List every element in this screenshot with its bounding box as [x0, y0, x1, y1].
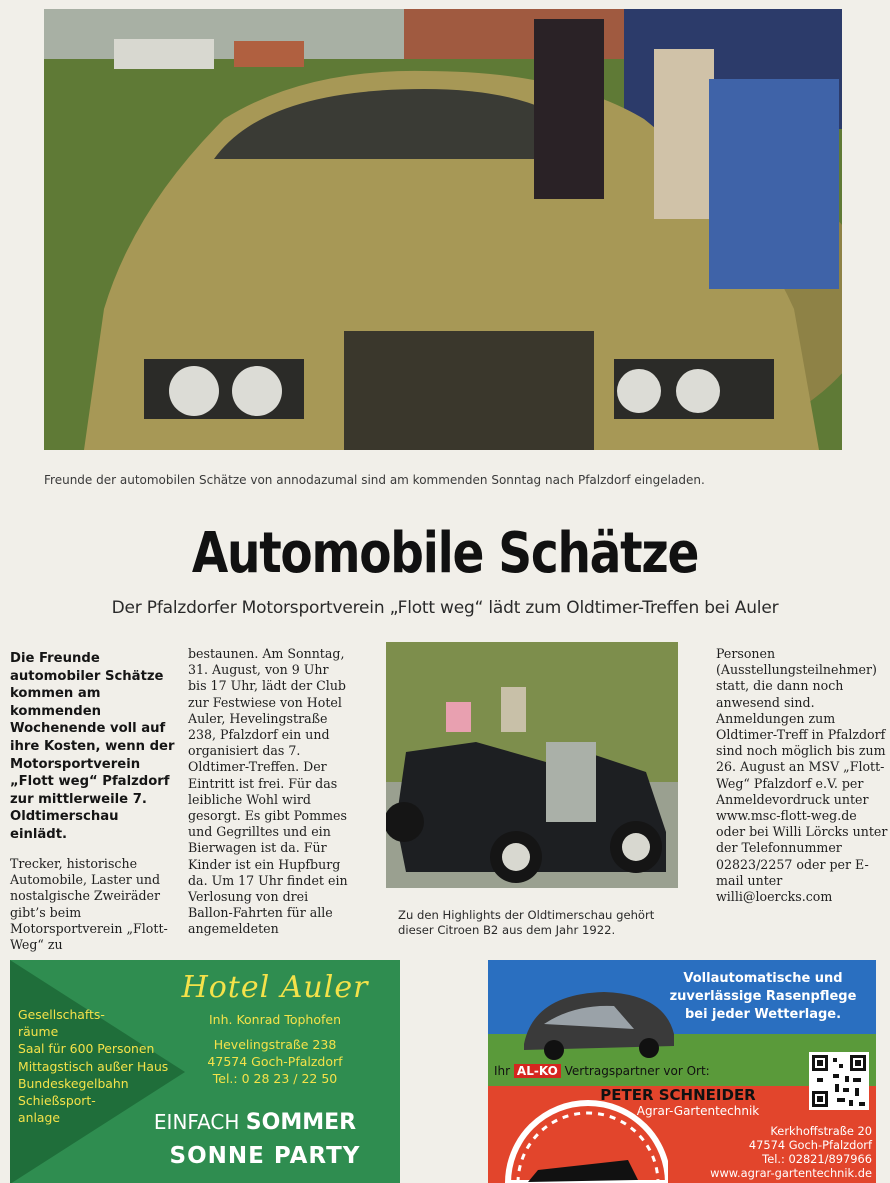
hotel-feature: Saal für 600 Personen	[18, 1041, 155, 1057]
body-column-4: Personen (Ausstellungsteilnehmer) statt, die dann noch anwesend sind. Anmeldungen zum Oldtimer-Treff in Pfalzdorf sind noch möglich bis zum 26. August an MSV „Flott-Weg“ Pfalzdorf e.V. per Anmeldevordruck unter www.msc-flott-weg.de oder bei Willi Lörcks unter der Telefonnummer 02823/2257 oder per E-mail unter willi@loercks.com	[716, 646, 888, 905]
agrar-company-name: PETER SCHNEIDER	[600, 1086, 756, 1104]
photo-caption-car: Zu den Highlights der Oldtimerschau gehört dieser Citroen B2 aus dem Jahr 1922.	[398, 908, 655, 937]
hotel-slogan-line1	[130, 1110, 380, 1135]
agrar-partner-line	[494, 1064, 794, 1078]
body-column-1: Trecker, historische Automobile, Laster und nostalgische Zweiräder gibt’s beim Motorsportverein „Flott-Weg“ zu	[10, 856, 168, 953]
lead-paragraph: Die Freunde automobiler Schätze kommen am kommenden Wochenende voll auf ihre Kosten, wenn der Motorsportverein „Flott weg“ Pfalzdorf zur mittlerweile 7. Oldtimerschau einlädt.	[10, 651, 175, 842]
robot-mower-image	[514, 984, 679, 1062]
photo-caption: Freunde der automobilen Schätze von annodazumal sind am kommenden Sonntag nach Pfalzdorf eingeladen.	[44, 473, 705, 487]
partner-prefix: Ihr	[494, 1064, 511, 1078]
hotel-phone: Tel.: 0 28 23 / 22 50	[212, 1071, 338, 1086]
agrar-website: www.agrar-gartentechnik.de	[710, 1166, 872, 1180]
hotel-address	[160, 1036, 390, 1087]
hotel-address-line: Hevelingstraße 238	[213, 1037, 337, 1052]
hotel-feature: Schießsport-	[18, 1093, 96, 1109]
alko-brand-logo: AL-KO	[514, 1064, 561, 1078]
citroen-b2-photo	[386, 642, 678, 888]
agrar-phone: Tel.: 02821/897966	[762, 1152, 872, 1166]
qr-code	[809, 1052, 869, 1110]
agrar-address-line: 47574 Goch-Pfalzdorf	[748, 1138, 872, 1152]
hotel-features	[18, 1006, 178, 1126]
agrar-address-line: Kerkhoffstraße 20	[770, 1124, 872, 1138]
hotel-feature: räume	[18, 1024, 59, 1040]
hotel-feature: anlage	[18, 1110, 60, 1126]
hotel-feature: Mittagstisch außer Haus	[18, 1058, 169, 1074]
agrar-company-subtitle: Agrar-Gartentechnik	[636, 1104, 760, 1118]
hotel-slogan-line2: SONNE PARTY	[169, 1143, 361, 1169]
hotel-feature: Bundeskegelbahn	[18, 1075, 129, 1091]
hotel-auler-ad	[10, 960, 400, 1183]
slogan-prefix: EINFACH	[153, 1110, 240, 1134]
headline: Automobile Schätze	[191, 521, 699, 586]
body-column-2: bestaunen. Am Sonntag, 31. August, von 9 Uhr bis 17 Uhr, lädt der Club zur Festwiese von Hotel Auler, Hevelingstraße 238, Pfalzdorf ein und organisiert das 7. Oldtimer-Treffen. Der Eintritt ist frei. Für das leibliche Wohl wird gesorgt. Es gibt Pommes und Gegrilltes und ein Bierwagen ist da. Für Kinder ist ein Hupfburg da. Um 17 Uhr findet ein Verlosung von drei Ballon-Fahrten für alle angemeldeten	[188, 646, 348, 937]
hotel-owner: Inh. Konrad Tophofen	[208, 1012, 341, 1027]
agrar-headline: Vollautomatische und zuverlässige Rasenpflege bei jeder Wetterlage.	[669, 971, 857, 1022]
agrar-address	[688, 1124, 872, 1180]
hotel-address-line: 47574 Goch-Pfalzdorf	[207, 1054, 343, 1069]
subheadline: Der Pfalzdorfer Motorsportverein „Flott weg“ lädt zum Oldtimer-Treffen bei Auler	[111, 598, 779, 618]
slogan-bold: SOMMER	[245, 1110, 357, 1135]
partner-suffix: Vertragspartner vor Ort:	[564, 1064, 710, 1078]
hotel-feature: Gesellschafts-	[18, 1007, 105, 1022]
hotel-title: Hotel Auler	[181, 970, 369, 1005]
agrar-gartentechnik-ad	[488, 960, 876, 1183]
oldtimer-lincoln-photo	[44, 9, 842, 450]
